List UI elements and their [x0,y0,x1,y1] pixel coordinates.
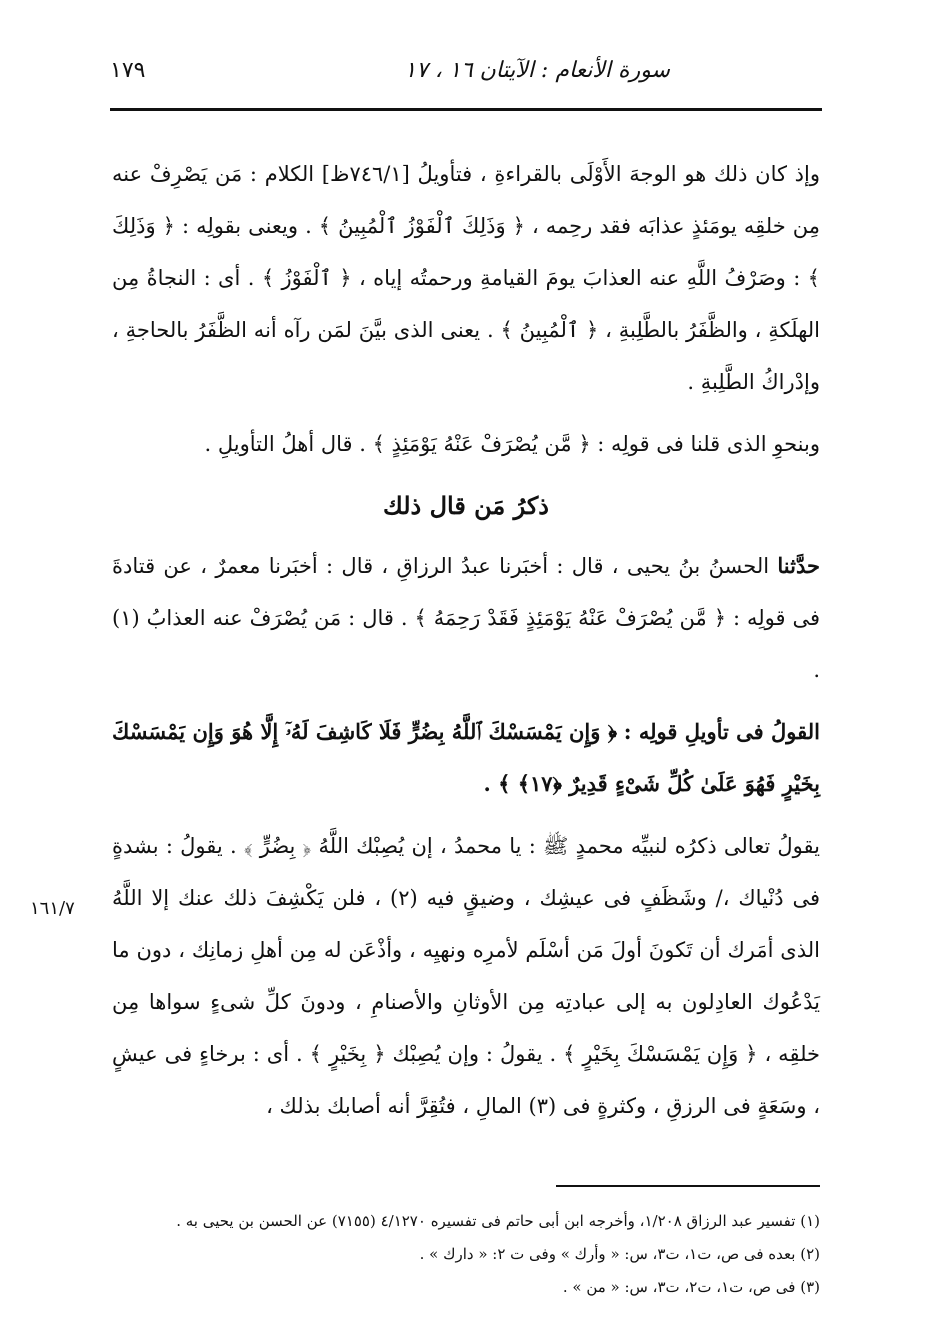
footnote-2: (٢) بعده فى ص، ت١، ت٣، س: « وأرك » وفى ت ٢: « دارك » . [419,1245,820,1263]
verse-text: ﴿ وَإِن يَمْسَسْكَ ٱللَّهُ بِضُرٍّ فَلَا كَاشِفَ لَهُۥٓ إِلَّا هُوَ وَإِن يَمْسَسْكَ بِخَيْرٍ فَهُوَ عَلَىٰ كُلِّ شَىْءٍ قَدِيرٌ ﴿١٧﴾ ﴾ . [112,719,820,796]
section-heading: ذكرُ مَن قال ذلك [383,491,549,520]
paragraph-5: يقولُ تعالى ذكرُه لنبيِّه محمدٍ ﷺ : يا محمدُ ، إن يُصِبْك اللَّهُ ﴿ بِضُرٍّ ﴾ . يقولُ : بشدةٍ فى دُنْياك ،/ وشَظَفٍ فى عيشِك ، وضيقٍ فيه (٢) ، فلن يَكْشِفَ ذلك عنك إلا اللَّهُ الذى أمَرك أن تَكونَ أولَ مَن أسْلَم لأمرِه ونهيِه ، وأذْعَن له مِن أهلِ زمانِك ، دون ما يَدْعُوك العادِلون به إلى عبادتِه مِن الأوثانِ والأصنامِ ، ودونَ كلِّ شىءٍ سواها مِن خلقِه ، ﴿ وَإِن يَمْسَسْكَ بِخَيْرٍ ﴾ . يقولُ : وإن يُصِبْك ﴿ بِخَيْرٍ ﴾ . أى : برخاءٍ فى عيشٍ ، وسَعَةٍ فى الرزقِ ، وكثرةٍ فى (٣) المالِ ، فتُقِرَّ أنه أصابك بذلك ، [112,834,820,1118]
paragraph-1: وإذ كان ذلك هو الوجهَ الأَوْلَى بالقراءةِ ، فتأويلُ [٧٤٦/١ظ] الكلام : مَن يَصْرِفْ عنه مِن خلقِه يومَئذٍ عذابَه فقد رحِمه ، ﴿ وَذَلِكَ ٱلْفَوْزُ ٱلْمُبِينُ ﴾ . ويعنى بقولِه : ﴿ وَذَلِكَ ﴾ : وصَرْفُ اللَّهِ عنه العذابَ يومَ القيامةِ ورحمتُه إياه ، ﴿ ٱلْفَوْزُ ﴾ . أى : النجاةُ مِن الهلَكةِ ، والظَّفَرُ بالطَّلِبةِ ، ﴿ ٱلْمُبِينُ ﴾ . يعنى الذى بيَّنَ لمَن رآه أنه الظَّفَرُ بالحاجةِ ، وإدْراكُ الطَّلِبةِ . [112,162,821,394]
main-text [112,148,820,1132]
paragraph-2: وبنحوِ الذى قلنا فى قولِه : ﴿ مَّن يُصْرَفْ عَنْهُ يَوْمَئِذٍ ﴾ . قال أهلُ التأويلِ . [204,432,820,456]
footnote-rule [556,1185,820,1187]
running-title: سورة الأنعام : الآيتان ١٦ ، ١٧ [404,58,670,83]
paragraph-4 [112,706,820,810]
verse-intro: القولُ فى تأويلِ قولِه : [623,719,820,744]
footnotes [112,1205,820,1304]
page-number: ١٧٩ [110,58,146,83]
margin-reference: ١٦١/٧ [30,898,75,919]
footnote-3: (٣) فى ص، ت١، ت٢، ت٣، س: « من » . [562,1278,820,1296]
paragraph-3 [112,540,820,696]
header-rule [110,108,822,111]
page-header [110,52,820,100]
footnote-1: (١) تفسير عبد الرزاق ١/٢٠٨، وأخرجه ابن أبى حاتم فى تفسيره ٤/١٢٧٠ (٧١٥٥) عن الحسن بن يحيى به . [176,1212,820,1230]
hadith-text: الحسنُ بنُ يحيى ، قال : أخبَرنا عبدُ الرزاقِ ، قال : أخبَرنا معمرٌ ، عن قتادةَ فى قولِه : ﴿ مَّن يُصْرَفْ عَنْهُ يَوْمَئِذٍ فَقَدْ رَحِمَهُ ﴾ . قال : مَن يُصْرَفْ عنه العذابُ (١) . [112,554,820,682]
hadith-lead: حدَّثنا [777,553,820,578]
